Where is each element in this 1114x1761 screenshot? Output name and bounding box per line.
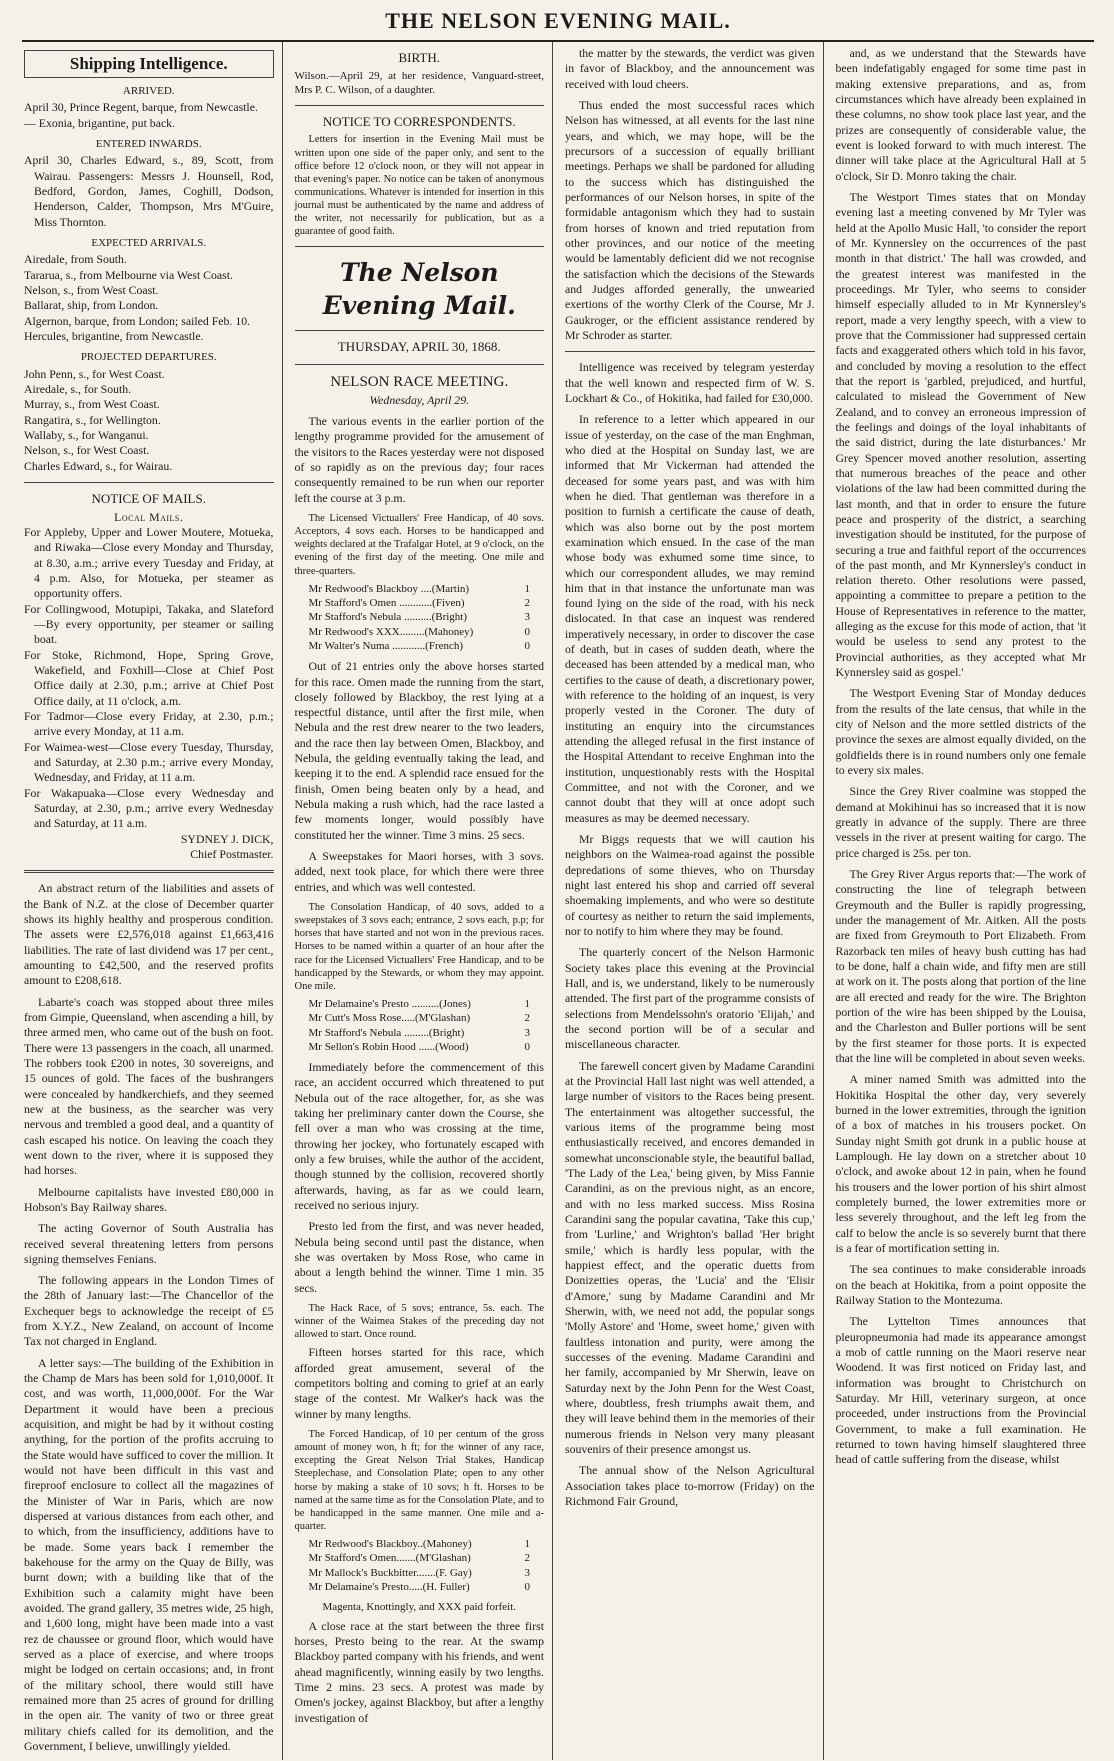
arrived-list [24,100,274,131]
race-results-1 [295,582,545,653]
horse-entry: Mr Stafford's Nebula .........(Bright) [308,1026,465,1039]
race-result-row [295,1580,545,1594]
expected-list [24,252,274,344]
arrived-heading: ARRIVED. [122,85,175,98]
finish-position: 0 [524,625,530,638]
finish-position: 0 [524,639,530,652]
article-paragraph: The following appears in the London Times of the 28th of January last:—The Chancellor of the Exchequer begs to acknowledge the receipt of £5 from X.Y.Z., New Zealand, on account of Income Tax not charged in England. [24,1273,274,1349]
article-paragraph: The sea continues to make considerable inroads on the beach at Hokitika, from a point opposite the Railway Station to the Montezuma. [835,1262,1086,1307]
finish-position: 1 [524,582,530,595]
finish-position: 3 [524,1026,530,1039]
paper-title: The Nelson Evening Mail. [322,258,516,320]
col3-articles [565,360,815,1509]
article-paragraph: An abstract return of the liabilities and assets of the Bank of N.Z. at the close of December quarter shows its highly healthy and prosperous condition. The assets were £2,576,018 against £1,663,416 liabilities. The rate of last dividend was 17 per cent., amounting to £42,500, and the reserved profits amount to £208,618. [24,881,274,988]
race-results-3 [295,1537,545,1594]
race-result-row [295,1566,545,1580]
article-paragraph: Thus ended the most successful races which Nelson has witnessed, at all events for the last nine years, and which, we may hope, will be the precursors of a succession of equally brilliant meetings. Perhaps we shall be pardoned for alluding to the success which has distinguished the performances of our Nelson horses, in spite of the formidable antagonism which they had to sustain from horses of known and tried reputation from other provinces, and our notice of the meeting would be lamentably deficient did we not recognise the satisfaction which the decisions of the Stewards and Judges afforded generally, the unwearied exertions of the worthy Clerk of the Course, Mr J. Gaukroger, or the efficient assistance rendered by Mr Schroder as starter. [565,97,815,342]
race-result-row [295,610,545,624]
race-hack: The Hack Race, of 5 sovs; entrance, 5s. each. The winner of the Waimea Stakes of the preceding day not allowed to start. Once round. [294,1303,544,1341]
entered-heading: ENTERED INWARDS. [95,138,202,151]
col4-articles [836,46,1087,1468]
shipping-entry: Charles Edward, s., for Wairau. [24,458,173,473]
mail-entry: For Collingwood, Motupipi, Takaka, and Slateford—By every opportunity, per steamer or sailing boat. [24,601,274,647]
projected-heading: PROJECTED DEPARTURES. [80,351,217,364]
column-3 [563,42,824,1760]
finish-position: 2 [524,596,530,609]
finish-position: 0 [524,1040,530,1053]
article-paragraph: The Grey River Argus reports that:—The work of constructing the line of telegraph between Greymouth and the Buller is rapidly progressing, under the management of Mr. Aitken. All the posts are fixed from Greymouth to Port Elizabeth. From Razorback ten miles of heavy bush cutting has had to be done, half a chain wide, and fifty men are still at work on it. The posts along that portion of the line are all erected and ready for the wire. The Brighton portion of the wire has been shipped by the Louisa, and the Charleston and Buller portions will be sent by the first steamer for those ports. It is expected that the line will be completed in about seven weeks. [835,867,1086,1065]
column-2 [293,42,554,1760]
divider [24,870,274,873]
divider [295,364,545,365]
race-title: NELSON RACE MEETING. [330,374,509,391]
article-paragraph: In reference to a letter which appeared in our issue of yesterday, on the case of the man Enghman, who died at the Hospital on Sunday last, we are informed that Mr Vickerman had attended the deceased for some years past, and was with him when he died. That gentleman was therefore in a position to furnish a certificate the cause of death, which was also borne out by the post mortem examination which ensued. In the case of the man whose body was exhumed some time since, to which our correspondent alludes, we may remind him that in that instance the unfortunate man was found lying on the side of the road, with his neck dislocated. In that case an inquest was rendered imperatively necessary, in order to discover the case of death, but in cases of sudden death, where the deceased has been attended by a medical man, who certifies to the cause of death, a discretionary power, with reference to the holding of an inquest, is very properly vested in the Coroner. The duty of instituting an enquiry into the circumstances attending the alleged refusal in the first instance of the Hospital Attendant to receive Enghman into the institution, unquestionably rests with the Hospital Committee, and not with the Coroner, and we cannot doubt that they will at once adopt such measures as may be deemed necessary. [565,412,815,825]
shipping-entry: John Penn, s., for West Coast. [24,366,165,381]
article-paragraph: A miner named Smith was admitted into the Hokitika Hospital the other day, very severely burned in the lower extremities, through the ignition of a box of matches in his trousers pocket. On Sunday night Smith got drunk in a public house at Lamplough. He lay down on a stretcher about 10 o'clock, and awoke about 12 in pain, when he found his trousers and the lower portion of his shirt almost completely burned, the lower extremities more or less severely throughout, and the left leg from the calf to below the ancle is so severely burnt that there is a fear of mortification setting in. [835,1072,1086,1255]
mail-entry: For Wakapuaka—Close every Wednesday and Saturday, at 2.30, p.m.; arrive every Wednesday and Saturday, at 11 a.m. [24,785,274,831]
mails-list [24,525,274,832]
race-paragraph: Fifteen horses started for this race, which afforded great amusement, several of the competitors bolting and coming to grief at an early stage of the contest. Mr Walker's hack was the winner by many lengths. [294,1345,544,1421]
shipping-entry: Hercules, brigantine, from Newcastle. [24,328,204,343]
birth-text: Wilson.—April 29, at her residence, Vanguard-street, Mrs P. C. Wilson, of a daughter. [294,69,544,97]
shipping-entry: Wallaby, s., for Wanganui. [24,427,149,442]
mail-entry: For Stoke, Richmond, Hope, Spring Grove, Wakefield, and Foxhill—Close at Chief Post Office daily at 2.30, p.m.; arrive at Chief Post Office daily, at 11 o'clock, a.m. [24,647,274,708]
race-result-row [295,1551,545,1565]
article-paragraph: Since the Grey River coalmine was stopped the demand at Mokihinui has so increased that it is now greatly in advance of the supply. There are three vessels in the river at present waiting for cargo. The price charged is 25s. per ton. [835,784,1086,860]
race-result-row [295,1537,545,1551]
divider [295,330,545,331]
shipping-entry: Nelson, s., for West Coast. [24,443,150,458]
finish-position: 3 [524,611,530,624]
projected-list [24,367,274,474]
horse-entry: Mr Delamaine's Presto ..........(Jones) [308,997,471,1010]
article-paragraph: Melbourne capitalists have invested £80,000 in Hobson's Bay Railway shares. [24,1184,274,1214]
shipping-entry: Nelson, s., from West Coast. [24,282,159,297]
race-result-row [295,625,545,639]
race-result-row [295,596,545,610]
article-paragraph: The Lyttelton Times announces that pleuropneumonia had made its appearance amongst a mob of cattle running on the Maori reserve near Woodend. It was first noticed on Friday last, and information was brought to Christchurch on Saturday. Mr Hill, veterinary surgeon, at once proceeded, under instructions from the Provincial Government, to make a full examination. He returned to town having himself slaughtered three head of cattle suffering from the disease, whilst [835,1314,1086,1467]
article-paragraph: The acting Governor of South Australia has received several threatening letters from persons signing themselves Fenians. [24,1221,274,1266]
entered-list [24,153,274,230]
mails-title: NOTICE OF MAILS. [91,490,206,506]
column-4 [834,42,1095,1760]
finish-position: 1 [524,997,530,1010]
divider [295,105,545,106]
article-paragraph: Intelligence was received by telegram yesterday that the well known and respected firm of W. S. Lockhart & Co., of Hokitika, had failed for £30,000. [565,360,815,405]
article-paragraph: Labarte's coach was stopped about three miles from Gimpie, Queensland, when ascending a hill, by three armed men, who came out of the bush on foot. There were 13 passengers in the coach, all unarmed. The robbers took £200 in notes, 30 sovereigns, and 15 ounces of gold. The faces of the bushrangers were concealed by handkerchiefs, and they seemed new at the business, as the searcher was very nervous and trembled a good deal, and a quantity of cash escaped his notice. On leaving the coach they went down to the river, where it is supposed they had horses. [24,994,274,1178]
finish-position: 1 [524,1538,530,1551]
article-paragraph: the matter by the stewards, the verdict was given in favor of Blackboy, and the announcement was received with loud cheers. [565,46,815,91]
race-paragraph: A close race at the start between the three first horses, Presto being to the rear. At the swamp Blackboy parted company with his friends, and went ahead magnificently, winning easily by two lengths. Time 2 mins. 23 secs. A protest was made by Omen's jockey, against Blackboy, but after a lengthy investigation of [294,1618,544,1725]
column-1 [22,42,283,1760]
shipping-entry: Tararua, s., from Melbourne via West Coast. [24,267,233,282]
columns [22,42,1094,1753]
race-paragraph: Out of 21 entries only the above horses started for this race. Omen made the running from the start, closely followed by Blackboy, the rest lying at a respectful distance, until after the first mile, when Nebula and the rest drew nearer to the two leaders, and the race then lay between Omen, Blackboy, and Nebula, the gelding eventually taking the lead, and keeping it to the end. A splendid race ensued for the finish, Omen being beaten only by a head, and Nebula making a rush which, had the race lasted a few moments longer, would possibly have constituted her the winner. Time 3 mins. 25 secs. [294,659,544,842]
shipping-entry: Ballarat, ship, from London. [24,298,159,313]
article-paragraph: The Westport Times states that on Monday evening last a meeting convened by Mr Tyler was held at the Apollo Music Hall, 'to consider the report of Mr. Kynnersley on the occurrences of the past month in that district.' The hall was crowded, and the greatest interest was manifested in the proceedings. Mr Tyler, who seems to consider himself especially alluded to in Mr Kynnersley's report, made a very lengthy speech, with a view to prove that the Commissioner had suppressed certain facts and exaggerated others which told in his favor, and concluded by moving a resolution to the effect that the report is 'garbled, prejudiced, and hurtful, calculated to mislead the Government of New Zealand, and to convey an erroneous impression of the feelings and doings of the loyal inhabitants of the said district, during the late disturbances.' Mr Grey Spencer moved another resolution, asserting that numerous breaches of the peace and other violations of the law had been committed during the last month, and that in order to ensure the future peace and prosperity of the district, a searching investigation should be instituted, for the purpose of securing a true and faithful report of the occurrences of the past month, and Mr Kynnersley's conduct in relation thereto. Other resolutions were passed, appointing a committee to prepare a petition to the House of Representatives in reference to the matter, alleging as the excuse for this mode of action, that 'it would be useless to send any protest to the Provincial authorities, as they accepted what Mr Kynnersley said as gospel.' [835,189,1086,680]
masthead: THE NELSON EVENING MAIL. [22,8,1094,42]
shipping-entry: April 30, Prince Regent, barque, from Newcastle. [24,100,258,115]
race-result-row [295,639,545,653]
race-result-row [295,1026,545,1040]
article-paragraph: The Westport Evening Star of Monday deduces from the results of the late census, that while in the city of Nelson and the more settled districts of the province the sexes are almost equally divided, on the goldfields there is in round numbers only one female to every six males. [835,686,1086,778]
finish-position: 0 [524,1580,530,1593]
race-handicap-1: The Licensed Victuallers' Free Handicap, of 40 sovs. Acceptors, 4 sovs each. Horses to be handicapped and weights declared at the Trafalgar Hotel, at 9 o'clock, on the evening of the first day of the meeting. One mile and three-quarters. [294,513,544,577]
shipping-entry: Airedale, s., for South. [24,381,132,396]
shipping-entry: Algernon, barque, from London; sailed Feb. 10. [24,313,251,328]
divider [295,246,545,247]
mail-entry: For Appleby, Upper and Lower Moutere, Motueka, and Riwaka—Close every Monday and Thursday, at 8.30, a.m.; arrive every Tuesday and Friday, at 4 p.m. Also, for Motueka, per steamer as opportunity offers. [24,525,274,601]
race-result-row [295,997,545,1011]
horse-entry: Mr Cutt's Moss Rose.....(M'Glashan) [308,1012,471,1025]
horse-entry: Mr Redwood's Blackboy..(Mahoney) [308,1538,472,1551]
horse-entry: Mr Stafford's Omen.......(M'Glashan) [308,1552,471,1565]
race-handicap-2: The Consolation Handicap, of 40 sovs, added to a sweepstakes of 3 sovs each; entrance, 2 sovs each, p.p; for horses that have started and not won in the previous races. Horses to be named within a quarter of an hour after the race for the Licensed Victuallers' Free Handicap, and to be handicapped by the Stewards, or whom they may appoint. One mile. [294,902,544,992]
mails-subtitle: Local Mails. [114,509,184,524]
article-paragraph: and, as we understand that the Stewards have been indefatigably engaged for some time past in making extensive preparations, and as, from circumstances which have already been explained in these columns, no show took place last year, and the prizes are consequently of considerable value, the event is looked forward to with much interest. The dinner will take place at the Agricultural Hall at 5 o'clock, Sir D. Monro taking the chair. [835,46,1086,183]
shipping-entry: April 30, Charles Edward, s., 89, Scott, from Wairau. Passengers: Messrs J. Hounsell, Rod, Bedford, Gordon, James, Coghill, Dodson, Henderson, Calder, Thompson, Mrs M'Guire, Miss Thornton. [24,153,274,229]
article-paragraph: The quarterly concert of the Nelson Harmonic Society takes place this evening at the Provincial Hall, and is, we understand, likely to be numerously attended. The first part of the programme consists of selections from Mendelssohn's oratorio 'Elijah,' and the second portion will be of a secular and miscellaneous character. [565,945,815,1052]
col3-race-end [565,46,815,343]
correspondents-text: Letters for insertion in the Evening Mail must be written upon one side of the paper only, and sent to the office before 12 o'clock noon, or they will not appear in that evening's paper. No notice can be taken of anonymous communications. Whatever is intended for insertion in this journal must be authenticated by the name and address of the writer, not necessarily for publication, but as a guarantee of good faith. [294,134,544,238]
postmaster-title: Chief Postmaster. [190,846,274,861]
article-paragraph: The farewell concert given by Madame Carandini at the Provincial Hall last night was well attended, a large number of visitors to the Races being present. The entertainment was altogether successful, the various items of the programme being most enthusiastically received, and encores demanded in somewhat unconscionable style, the beautiful ballad, 'The Lady of the Lea,' being given, by Miss Fannie Carandini, as on the previous night, as an encore, and with no less marked success. Miss Rosina Carandini sang the popular cavatina, 'Take this cup,' from 'Lurline,' and Wrighton's ballad 'Her bright smile,' which is hardly less popular, with the happiest effect, and the operatic duetts from Donizetties operas, the 'Lucia' and the 'Elisir d'Amore,' sung by Madame Carandini and Mr Sherwin, with, we need not add, the popular songs 'Molly Astore' and 'Home, sweet home,' given with faultless intonation and purity, were among the successes of the evening. Madame Carandini and her family, accompanied by Mr Sherwin, leave on Saturday next by the John Penn for the West Coast, where, doubtless, fresh triumphs await them, and they will leave behind them in the memories of their numerous friends in Nelson very many pleasant souvenirs of their presence amongst us. [565,1058,815,1456]
shipping-title: Shipping Intelligence. [24,50,274,78]
divider [24,482,274,483]
horse-entry: Mr Redwood's XXX.........(Mahoney) [308,625,474,638]
finish-position: 3 [524,1566,530,1579]
race-results-2 [295,997,545,1054]
article-paragraph: A letter says:—The building of the Exhibition in the Champ de Mars has been sold for 1,010,000f. It cost, and was worth, 11,000,000f. For the War Department it would have been a precious acquisition, and might be had by it without costing anything, for the portion of the profits accruing to the State would have sufficed to cover the million. It would not have been difficult in this vast and fireproof enclosure to collect all the magazines of the Minister of War in Paris, which are now dispersed at various distances from each other, and to which, from the insufficiency, additions have to be made. Some years back I remember the bakehouse for the army on the Quay de Billy, was burnt down; with a building like that of the Exhibition such a calamity might have been avoided. The grand gallery, 35 metres wide, 25 high, and 1,600 long, might have been made into a vast rez de chaussee or ground floor, which would have served as a place of exercise, and where troops might be lodged on certain occasions; and, in front of the military school, there would still have remained more than 25 acres of ground for drilling in the open air. The vanity of two or three great military chiefs called for its demolition, and the Government, I believe, unwillingly yielded. [24,1355,274,1753]
dateline: THURSDAY, APRIL 30, 1868. [337,339,501,355]
birth-title: BIRTH. [398,50,440,65]
postmaster-signature: SYDNEY J. DICK, [180,831,274,846]
horse-entry: Mr Sellon's Robin Hood ......(Wood) [308,1040,469,1053]
race-handicap-3: The Forced Handicap, of 10 per centum of the gross amount of money won, h ft; for the winner of any race, excepting the Great Nelson Trial Stakes, Handicap Steeplechase, and Consolation Plate; open to any other horse by making a stake of 10 sovs; h ft. Horses to be named at the same time as for the Consolation Plate, and to be handicapped in the same manner. One mile and a-quarter. [294,1429,544,1532]
horse-entry: Mr Delamaine's Presto.....(H. Fuller) [308,1580,470,1593]
correspondents-title: NOTICE TO CORRESPONDENTS. [322,114,516,130]
divider [565,351,815,352]
horse-entry: Mr Mallock's Buckbitter.......(F. Gay) [308,1566,472,1579]
col1-articles [24,881,274,1754]
race-intro: The various events in the earlier portion of the lengthy programme provided for the amusement of the visitors to the Races yesterday were not disposed of so rapidly as on the previous day; four races consequently remained to be run when our reporter left the course at 3 p.m. [294,414,544,505]
shipping-entry: Rangatira, s., for Wellington. [24,412,161,427]
shipping-entry: Murray, s., from West Coast. [24,397,160,412]
race-subtitle: Wednesday, April 29. [369,392,470,407]
article-paragraph: The annual show of the Nelson Agricultural Association takes place to-morrow (Friday) on the Richmond Fair Ground, [565,1463,815,1508]
finish-position: 2 [524,1552,530,1565]
race-paragraph: A Sweepstakes for Maori horses, with 3 sovs. added, next took place, for which there were three entries, and which was well contested. [294,849,544,894]
race-forfeit: Magenta, Knottingly, and XXX paid forfeit. [322,1601,517,1614]
race-result-row [295,1040,545,1054]
article-paragraph: Mr Biggs requests that we will caution his neighbors on the Waimea-road against the possible depredations of some thieves, who on Thursday night last entered his shop and carried off several shoemaking implements, and who were so destitute of courtesy as neither to return the said implements, nor to notify to him where they may be found. [565,832,815,939]
shipping-entry: — Exonia, brigantine, put back. [24,115,176,130]
horse-entry: Mr Stafford's Nebula ..........(Bright) [308,611,468,624]
race-result-row [295,582,545,596]
race-paragraph: Immediately before the commencement of this race, an accident occurred which threatened to put Nebula out of the race altogether, for, as she was taking her preliminary canter down the Course, she fell over a man who was crossing at the time, throwing her jockey, who fortunately escaped with only a few bruises, while the author of the accident, though stunned by the collision, recovered shortly afterwards, having, as far as we could learn, received no serious injury. [294,1060,544,1213]
expected-heading: EXPECTED ARRIVALS. [91,236,207,249]
race-paragraph: Presto led from the first, and was never headed, Nebula being second until past the distance, when she was overtaken by Moss Rose, who came in about a length behind the winner. Time 1 min. 35 secs. [294,1219,544,1295]
shipping-entry: Airedale, from South. [24,252,127,267]
horse-entry: Mr Stafford's Omen ............(Fiven) [308,596,465,609]
mail-entry: For Waimea-west—Close every Tuesday, Thursday, and Saturday, at 2.30 p.m.; arrive every Monday, Wednesday, and Friday, at 11 a.m. [24,739,274,785]
horse-entry: Mr Walter's Numa ............(French) [308,639,464,652]
horse-entry: Mr Redwood's Blackboy ....(Martin) [308,582,470,595]
mail-entry: For Tadmor—Close every Friday, at 2.30, p.m.; arrive every Monday, at 11 a.m. [24,709,274,739]
race-result-row [295,1011,545,1025]
finish-position: 2 [524,1012,530,1025]
